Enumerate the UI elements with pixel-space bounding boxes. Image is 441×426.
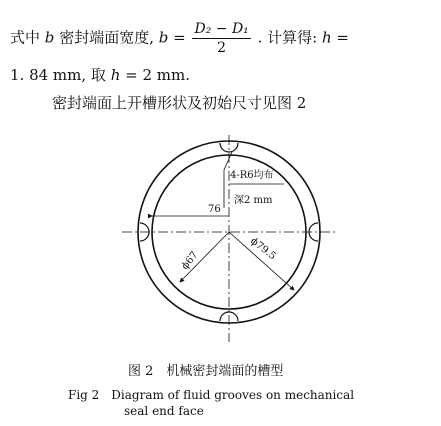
eq-h-2: h = xyxy=(110,66,138,84)
var-b: b xyxy=(44,28,55,47)
label-depth: 深2 mm xyxy=(234,195,273,206)
caption-cn: 图 2 机械密封端面的槽型 xyxy=(128,364,284,379)
text-computed: . 计算得: xyxy=(257,28,318,47)
text-2mm: 2 mm. xyxy=(142,66,191,84)
fraction-numerator: D₂ − D₁ xyxy=(194,21,249,37)
text-line-3: 密封端面上开槽形状及初始尺寸见图 2 xyxy=(52,94,307,112)
text-line-1 xyxy=(10,20,349,57)
eq-h: h = xyxy=(321,28,349,47)
text-where: 式中 xyxy=(10,28,41,47)
text-184mm: 1. 84 mm, 取 xyxy=(10,66,106,84)
groove-figure xyxy=(112,130,342,352)
fraction xyxy=(192,20,250,57)
text-seal-width: 密封端面宽度, xyxy=(59,28,154,47)
eq-b: b = xyxy=(158,28,186,47)
caption-en-line2: seal end face xyxy=(124,404,204,418)
fraction-denominator: 2 xyxy=(217,40,227,56)
text-line-2 xyxy=(10,64,190,85)
label-76: 76 xyxy=(208,204,221,215)
label-grooves: 4-R6均布 xyxy=(230,170,274,181)
label-d795: ϕ79.5 xyxy=(248,235,278,263)
label-d67: ϕ67 xyxy=(179,249,201,272)
caption-en-line1: Fig 2 Diagram of fluid grooves on mechanical xyxy=(68,388,355,402)
